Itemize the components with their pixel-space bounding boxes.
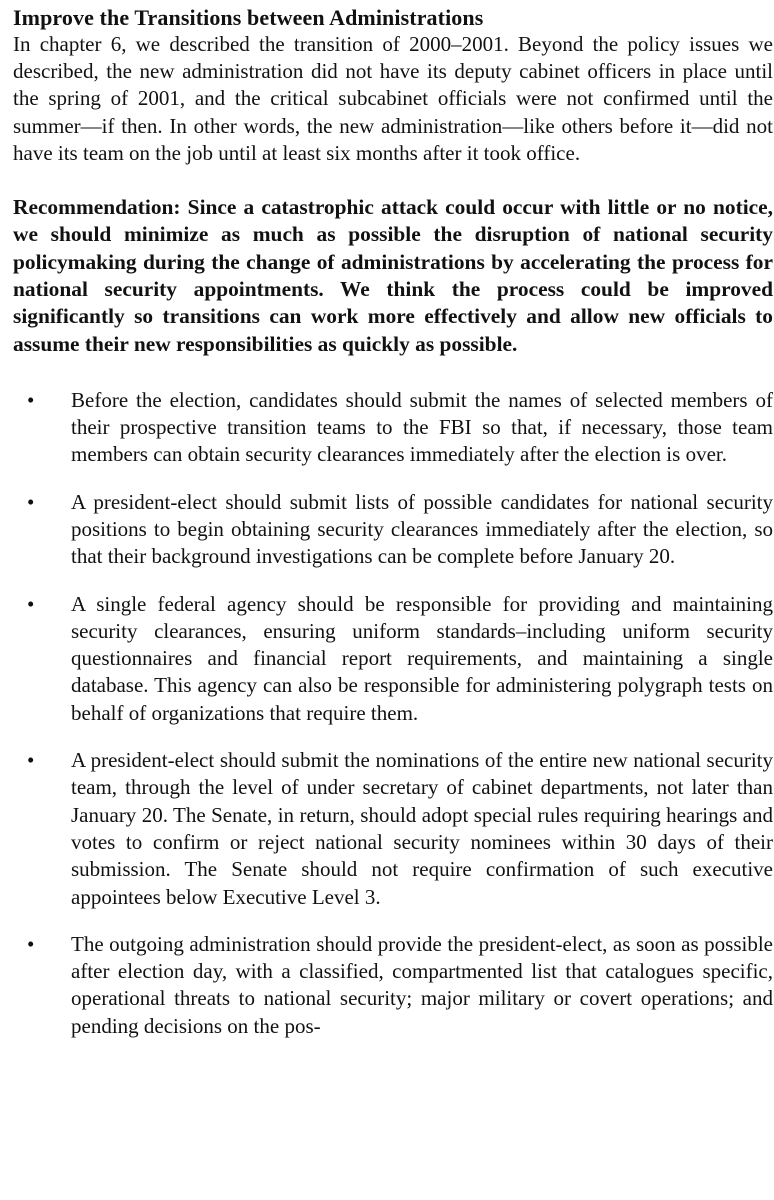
recommendation-paragraph: Recommendation: Since a catastrophic attack could occur with little or no notice, we should minimize as much as possible the disruption of national security policymaking during the change of administrations by accelerating the process for national security appointments. We think the process could be improved significantly so transitions can work more effectively and allow new officials to assume their new responsibilities as quickly as possible. (13, 195, 773, 356)
bullet-dot-icon: • (27, 387, 35, 412)
bullet-item-5 (13, 931, 773, 1040)
bullet-text: The outgoing administration should provide the president-elect, as soon as possible after election day, with a classified, compartmented list that catalogues specific, operational threats to national security; major military or covert operations; and pending decisions on the pos- (71, 931, 773, 1038)
bullet-dot-icon: • (27, 748, 35, 773)
bullet-dot-icon: • (27, 489, 35, 514)
bullet-text: Before the election, candidates should submit the names of selected members of their prospective transition teams to the FBI so that, if necessary, those team members can obtain security clearances immediately after the election is over. (71, 387, 773, 467)
bullet-item-2 (13, 489, 773, 571)
document-page (13, 4, 773, 1060)
bullet-item-1 (13, 387, 773, 469)
section-heading: Improve the Transitions between Administrations (13, 5, 484, 30)
bullet-dot-icon: • (27, 591, 35, 616)
bullet-text: A president-elect should submit lists of possible candidates for national security positions to begin obtaining security clearances immediately after the election, so that their background investigations can be complete before January 20. (71, 489, 773, 569)
bullet-text: A single federal agency should be responsible for providing and maintaining security clearances, ensuring uniform standards–including uniform security questionnaires and financial report requirements, and maintaining a single database. This agency can also be responsible for administering polygraph tests on behalf of organizations that require them. (71, 591, 773, 725)
bullet-text: A president-elect should submit the nominations of the entire new national security team, through the level of under secretary of cabinet departments, not later than January 20. The Senate, in return, should adopt special rules requiring hearings and votes to confirm or reject national security nominees within 30 days of their submission. The Senate should not require confirmation of such executive appointees below Executive Level 3. (71, 748, 773, 909)
recommendation-bullet-list (13, 387, 773, 1040)
bullet-dot-icon: • (27, 931, 35, 956)
bullet-item-3 (13, 591, 773, 727)
bullet-item-4 (13, 747, 773, 911)
intro-paragraph: In chapter 6, we described the transition of 2000–2001. Beyond the policy issues we described, the new administration did not have its deputy cabinet officers in place until the spring of 2001, and the critical subcabinet officials were not confirmed until the summer—if then. In other words, the new administration—like others before it—did not have its team on the job until at least six months after it took office. (13, 32, 773, 165)
